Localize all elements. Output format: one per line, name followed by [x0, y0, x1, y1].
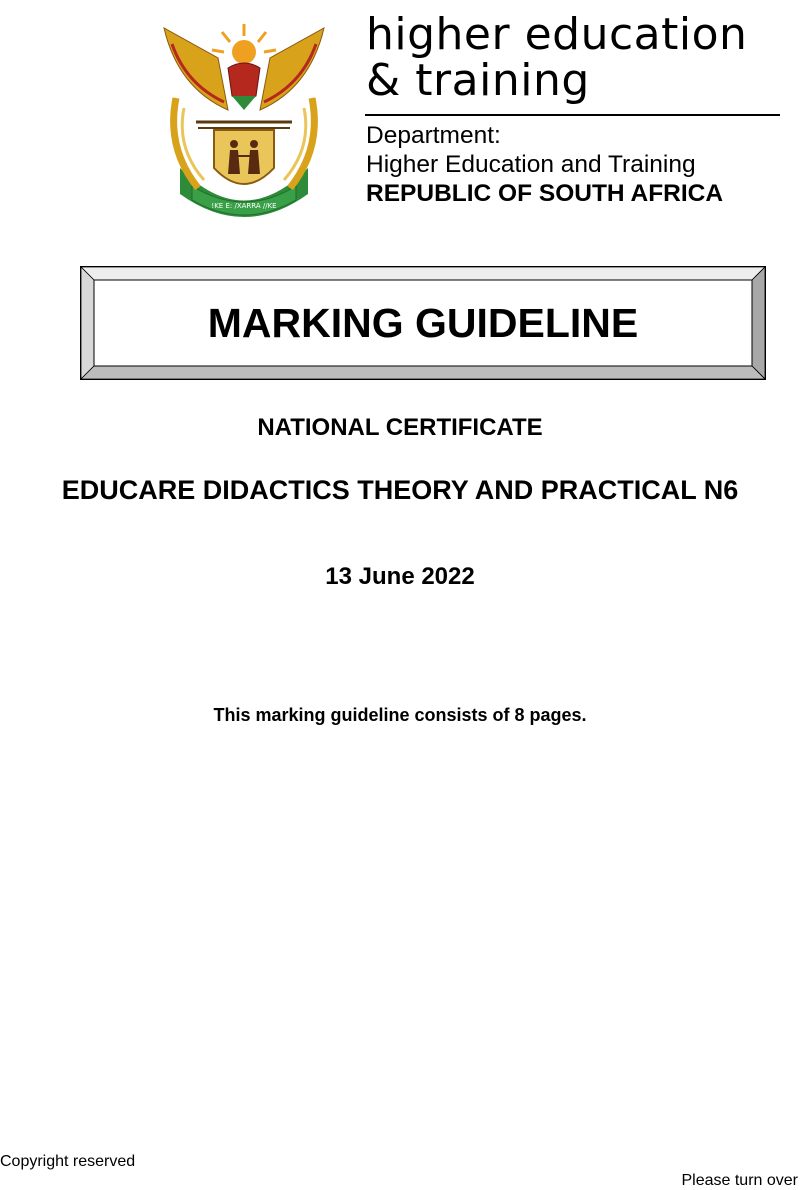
- subject-heading: EDUCARE DIDACTICS THEORY AND PRACTICAL N6: [61, 475, 739, 505]
- brand-line-2: & training: [366, 55, 590, 106]
- brand-line-1: higher education: [366, 9, 748, 60]
- exam-date: 13 June 2022: [325, 563, 475, 590]
- department-block: [366, 121, 723, 208]
- country-name: REPUBLIC OF SOUTH AFRICA: [366, 180, 724, 207]
- turn-over-footer: Please turn over: [681, 1172, 798, 1189]
- copyright-footer: Copyright reserved: [0, 1153, 136, 1170]
- brand-title: [366, 9, 748, 106]
- department-label: Department:: [366, 122, 501, 149]
- page-count-note: This marking guideline consists of 8 pages.: [213, 705, 587, 725]
- crest-motto: !KE E: /XARRA //KE: [211, 202, 277, 210]
- coat-of-arms-icon: [158, 18, 330, 226]
- certificate-heading: NATIONAL CERTIFICATE: [257, 414, 543, 441]
- department-name: Higher Education and Training: [366, 151, 696, 178]
- brand-divider: [365, 114, 780, 116]
- document-title: MARKING GUIDELINE: [207, 299, 639, 346]
